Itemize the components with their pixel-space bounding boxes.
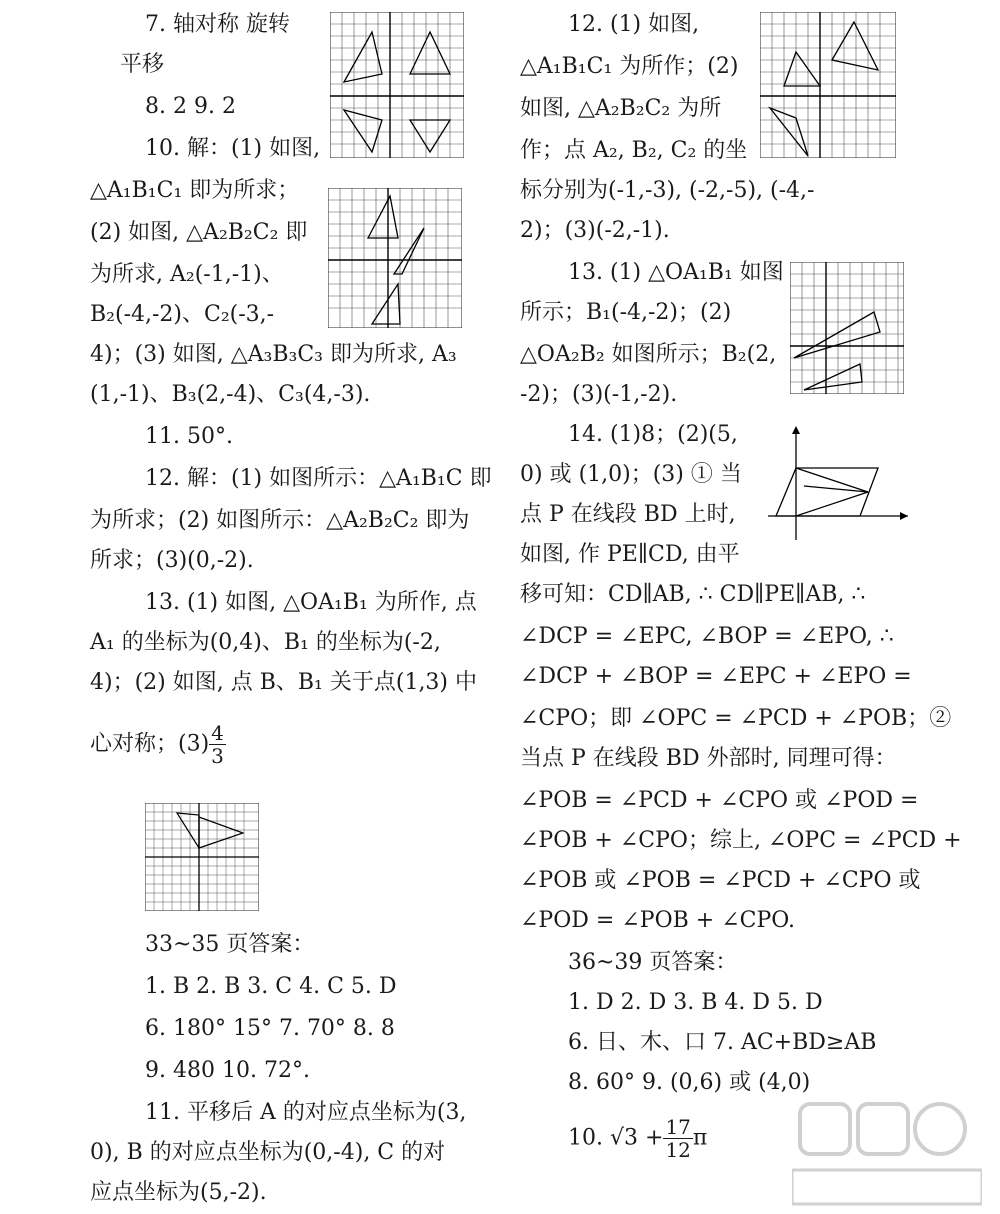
fraction-denominator: 3	[211, 744, 224, 768]
coordinate-grid-figure	[328, 188, 462, 328]
answer-line: 为所求；(2) 如图所示：△A₂B₂C₂ 即为	[90, 508, 470, 533]
answer-line: 0), B 的对应点坐标为(0,-4), C 的对	[90, 1140, 446, 1165]
answer-line: (1,-1)、B₃(2,-4)、C₃(4,-3).	[90, 382, 371, 407]
answer-line: 11. 50°.	[145, 424, 233, 449]
answer-line: 如图, △A₂B₂C₂ 为所	[520, 96, 722, 121]
answer-line: △A₁B₁C₁ 即为所求；	[90, 178, 300, 203]
answer-line: 所示；B₁(-4,-2)；(2)	[520, 300, 732, 325]
coordinate-grid-figure	[145, 803, 259, 911]
coordinate-grid-figure	[790, 262, 904, 394]
answer-line: 为所求, A₂(-1,-1)、	[90, 262, 284, 287]
answer-line: ∠POD = ∠POB + ∠CPO.	[520, 908, 795, 933]
answer-line: 标分别为(-1,-3), (-2,-5), (-4,-	[520, 178, 815, 203]
fraction-line	[568, 1116, 707, 1161]
answer-line: ∠POB + ∠CPO；综上, ∠OPC = ∠PCD +	[520, 828, 962, 853]
answer-line: 4)；(2) 如图, 点 B、B₁ 关于点(1,3) 中	[90, 670, 478, 695]
answer-line: 所求；(3)(0,-2).	[90, 548, 254, 573]
answer-line: 14. (1)8；(2)(5,	[568, 422, 738, 447]
answer-line: 当点 P 在线段 BD 外部时, 同理可得：	[520, 746, 897, 771]
answer-line: 8. 2 9. 2	[145, 94, 236, 119]
answer-line: 13. (1) △OA₁B₁ 如图	[568, 260, 784, 285]
answer-line: 如图, 作 PE∥CD, 由平	[520, 542, 740, 567]
fraction	[663, 1116, 692, 1161]
answer-line: 作；点 A₂, B₂, C₂ 的坐	[520, 138, 748, 163]
geometry-figure	[768, 424, 910, 540]
answer-line: 7. 轴对称 旋转	[145, 12, 290, 37]
answer-line: 13. (1) 如图, △OA₁B₁ 为所作, 点	[145, 590, 477, 615]
answer-line: △OA₂B₂ 如图所示；B₂(2,	[520, 342, 777, 367]
answer-line: 平移	[120, 52, 165, 77]
answer-line: △A₁B₁C₁ 为所作；(2)	[520, 54, 739, 79]
answer-line: ∠DCP + ∠BOP = ∠EPC + ∠EPO =	[520, 664, 912, 689]
answer-line: 1. D 2. D 3. B 4. D 5. D	[568, 990, 823, 1015]
coordinate-grid-figure	[760, 12, 896, 158]
answer-line: -2)；(3)(-1,-2).	[520, 382, 678, 407]
answer-line: 6. 日、木、口 7. AC+BD≥AB	[568, 1030, 877, 1055]
answer-line: ∠CPO；即 ∠OPC = ∠PCD + ∠POB；②	[520, 706, 952, 731]
watermark-logo	[792, 1098, 982, 1208]
answer-line: ∠DCP = ∠EPC, ∠BOP = ∠EPO, ∴	[520, 624, 894, 649]
fraction-denominator: 12	[665, 1138, 691, 1162]
answer-line: 11. 平移后 A 的对应点坐标为(3,	[145, 1100, 467, 1125]
answer-line: 0) 或 (1,0)；(3) ① 当	[520, 462, 742, 487]
answer-line: 1. B 2. B 3. C 4. C 5. D	[145, 974, 397, 999]
answer-line: 12. 解：(1) 如图所示：△A₁B₁C 即	[145, 466, 492, 491]
fraction	[209, 722, 226, 767]
answer-line: 8. 60° 9. (0,6) 或 (4,0)	[568, 1070, 811, 1095]
answer-line: 4)；(3) 如图, △A₃B₃C₃ 即为所求, A₃	[90, 342, 457, 367]
answer-line: (2) 如图, △A₂B₂C₂ 即	[90, 220, 308, 245]
answer-line: 10. 解：(1) 如图,	[145, 136, 321, 161]
fraction-line	[90, 722, 226, 767]
answer-line: ∠POB = ∠PCD + ∠CPO 或 ∠POD =	[520, 788, 919, 813]
answer-line: ∠POB 或 ∠POB = ∠PCD + ∠CPO 或	[520, 868, 921, 893]
answer-line: 点 P 在线段 BD 上时,	[520, 502, 736, 527]
answer-line: 6. 180° 15° 7. 70° 8. 8	[145, 1016, 395, 1041]
answer-line: 2)；(3)(-2,-1).	[520, 218, 670, 243]
answer-text: π	[692, 1125, 708, 1151]
answer-line: A₁ 的坐标为(0,4)、B₁ 的坐标为(-2,	[90, 630, 441, 655]
coordinate-grid-figure	[330, 12, 464, 158]
section-heading: 33~35 页答案：	[145, 932, 315, 957]
fraction-numerator: 4	[211, 721, 224, 745]
answer-line: 移可知：CD∥AB, ∴ CD∥PE∥AB, ∴	[520, 582, 866, 607]
answer-line: 应点坐标为(5,-2).	[90, 1180, 267, 1205]
answer-line: B₂(-4,-2)、C₂(-3,-	[90, 302, 275, 327]
fraction-numerator: 17	[665, 1115, 691, 1139]
section-heading: 36~39 页答案：	[568, 950, 738, 975]
answer-line: 9. 480 10. 72°.	[145, 1058, 310, 1083]
answer-text: 心对称；(3)	[90, 731, 210, 757]
answer-line: 12. (1) 如图,	[568, 12, 700, 37]
answer-text: 10. √3 +	[568, 1125, 664, 1151]
